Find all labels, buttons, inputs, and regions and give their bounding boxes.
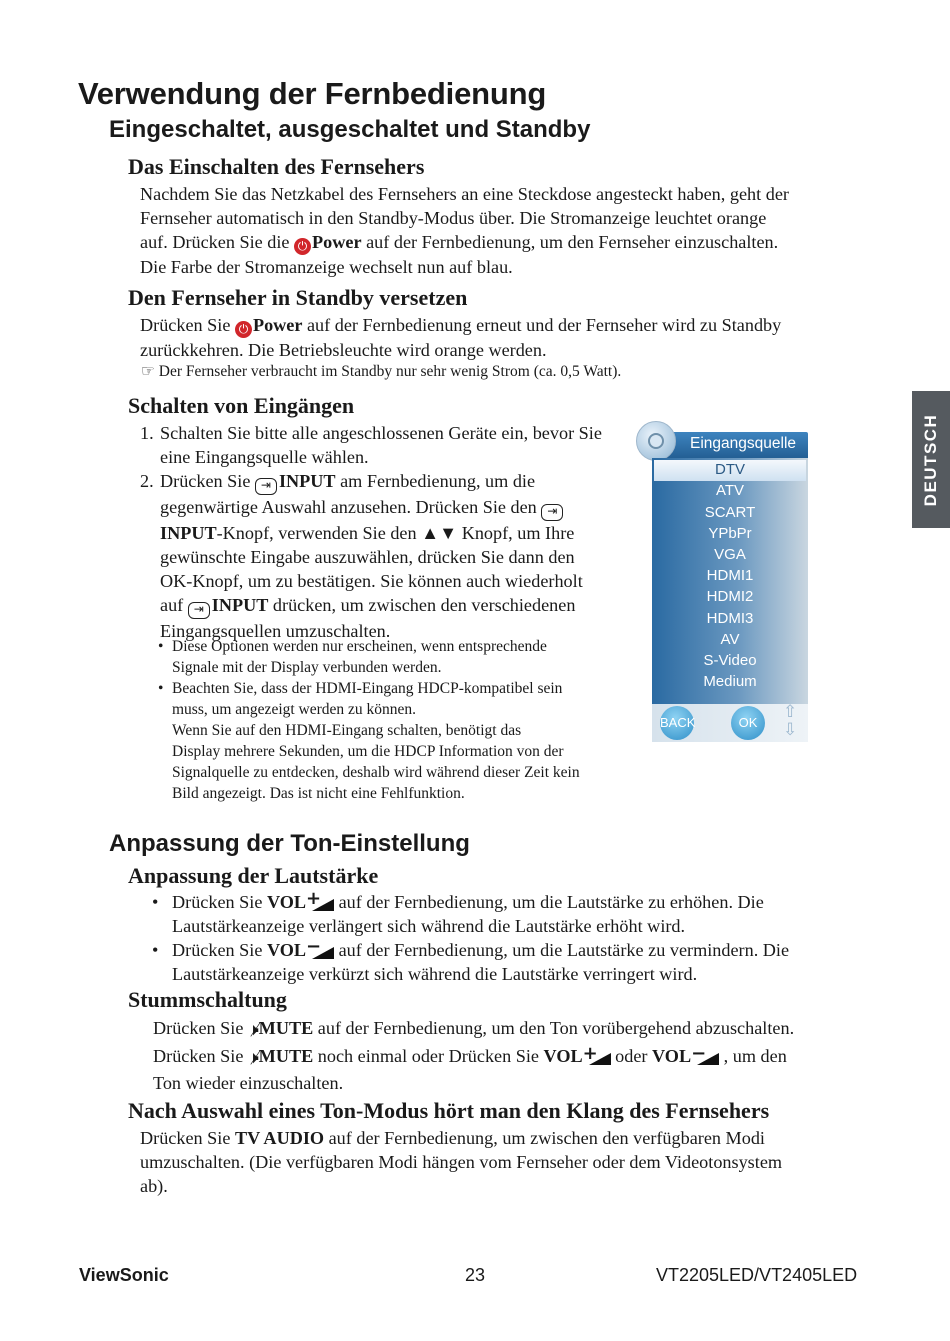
input-icon: ⇥ — [541, 504, 563, 521]
text-line: umzuschalten. (Die verfügbaren Modi hängen vom Fernseher oder dem Videotonsystem — [140, 1152, 783, 1172]
remote-knob-icon — [636, 421, 676, 461]
text-line: Drücken Sie ⏻ Power auf der Fernbedienung erneut und der Fernseher wird zu Standby — [140, 315, 782, 336]
page-title: Verwendung der Fernbedienung — [78, 76, 547, 111]
sound-mode-text — [140, 1126, 870, 1198]
text-line: Signale mit der Display verbunden werden. — [172, 659, 442, 676]
language-tab-label: DEUTSCH — [921, 413, 940, 506]
text-line: Schalten Sie bitte alle angeschlossenen Geräte ein, bevor Sie — [160, 423, 602, 443]
mute-icon: 🕨̸ — [247, 1020, 259, 1040]
text-line: muss, um angezeigt werden zu können. — [172, 701, 417, 718]
standby-note: ☞ Der Fernseher verbraucht im Standby nur sehr wenig Strom (ca. 0,5 Watt). — [141, 363, 622, 380]
volume-down-icon: − — [691, 1047, 719, 1065]
text-line: Bild angezeigt. Das ist nicht eine Fehlfunktion. — [172, 785, 465, 802]
mute-icon: 🕨̸ — [247, 1048, 259, 1068]
text-line: Wenn Sie auf den HDMI-Eingang schalten, benötigt das — [172, 722, 522, 739]
text-line: Display mehrere Sekunden, um die HDCP Information von der — [172, 743, 564, 760]
ok-button[interactable]: OK — [731, 706, 765, 740]
footer-model: VT2205LED/VT2405LED — [656, 1265, 858, 1285]
menu-item[interactable]: S-Video — [703, 652, 757, 669]
input-icon: ⇥ — [255, 478, 277, 495]
text-line: OK-Knopf, um zu bestätigen. Sie können auch wiederholt — [160, 571, 583, 591]
subheading-sound-mode: Nach Auswahl eines Ton-Modus hört man den Klang des Fernsehers — [128, 1098, 770, 1123]
bullet: • — [158, 680, 164, 697]
pointing-hand-icon: ☞ — [141, 363, 155, 380]
text-line: Signalquelle zu entdecken, deshalb wird während dieser Zeit kein — [172, 764, 580, 781]
text-line: gewünschte Eingabe auszuwählen, drücken Sie dann den — [160, 547, 575, 567]
page-number: 23 — [465, 1265, 486, 1285]
text-line: Lautstärkeanzeige verlängert sich während die Lautstärke erhöht wird. — [172, 916, 686, 936]
subheading-power-on: Das Einschalten des Fernsehers — [128, 154, 425, 179]
mute-text — [153, 1015, 873, 1095]
text-line: zurückkehren. Die Betriebsleuchte wird orange werden. — [140, 340, 547, 360]
text-line: ab). — [140, 1176, 168, 1196]
text-line: Drücken Sie VOL + auf der Fernbedienung, um die Lautstärke zu erhöhen. Die — [172, 888, 764, 912]
volume-up-icon: + — [306, 893, 334, 911]
text-line: Ton wieder einzuschalten. — [153, 1073, 344, 1093]
subheading-mute: Stummschaltung — [128, 987, 287, 1012]
text-line: Beachten Sie, dass der HDMI-Eingang HDCP-kompatibel sein — [172, 680, 563, 697]
arrow-down-icon[interactable]: ⇩ — [783, 720, 798, 740]
text-line: Drücken Sie VOL − auf der Fernbedienung, um die Lautstärke zu vermindern. Die — [172, 936, 790, 960]
menu-item[interactable]: DTV — [715, 461, 745, 478]
text-line: Drücken Sie ⇥ INPUT am Fernbedienung, um die — [160, 469, 660, 495]
menu-item[interactable]: VGA — [714, 546, 746, 563]
text-line: auf ⇥ INPUT drücken, um zwischen den verschiedenen — [160, 593, 660, 619]
section-heading-sound: Anpassung der Ton-Einstellung — [109, 830, 470, 857]
text-line: auf. Drücken Sie die ⏻ Power auf der Fernbedienung, um den Fernseher einzuschalten. — [140, 232, 779, 253]
text-line: Drücken Sie 🕨̸MUTE noch einmal oder Drücken Sie VOL + oder VOL − , um den — [153, 1043, 873, 1071]
subheading-inputs: Schalten von Eingängen — [128, 393, 355, 418]
menu-item[interactable]: HDMI1 — [706, 567, 754, 584]
input-source-menu — [636, 418, 810, 742]
input-icon: ⇥ — [188, 602, 210, 619]
section-heading-power: Eingeschaltet, ausgeschaltet und Standby — [109, 116, 591, 143]
text-line: Diese Optionen werden nur erscheinen, wenn entsprechende — [172, 638, 547, 655]
menu-item[interactable]: SCART — [704, 504, 756, 521]
menu-item[interactable]: HDMI2 — [706, 588, 754, 605]
menu-item[interactable]: YPbPr — [708, 525, 752, 542]
language-tab — [912, 391, 950, 528]
bullet: • — [158, 638, 164, 655]
step-number: 2. — [140, 471, 154, 491]
power-icon: ⏻ — [294, 238, 311, 255]
menu-title: Eingangsquelle — [690, 435, 797, 452]
text-line: Drücken Sie 🕨̸MUTE auf der Fernbedienung, um den Ton vorübergehend abzuschalten. — [153, 1015, 873, 1043]
step-number: 1. — [140, 423, 154, 443]
menu-item[interactable]: ATV — [715, 482, 745, 499]
subheading-standby: Den Fernseher in Standby versetzen — [128, 285, 468, 310]
footer-brand: ViewSonic — [79, 1265, 169, 1285]
subheading-volume: Anpassung der Lautstärke — [128, 863, 379, 888]
text-line: eine Eingangsquelle wählen. — [160, 447, 369, 467]
text-line: Lautstärkeanzeige verkürzt sich während die Lautstärke verringert wird. — [172, 964, 698, 984]
power-on-text — [140, 182, 870, 279]
bullet: • — [152, 940, 159, 960]
volume-down-icon: − — [306, 941, 334, 959]
menu-item[interactable]: AV — [720, 631, 740, 648]
bullet: • — [152, 892, 159, 912]
volume-up-icon: + — [583, 1047, 611, 1065]
text-line: Drücken Sie TV AUDIO auf der Fernbedienung, um zwischen den verfügbaren Modi — [140, 1128, 765, 1148]
standby-text — [140, 313, 870, 362]
arrow-up-icon[interactable]: ⇧ — [783, 702, 798, 722]
text-line: Fernseher automatisch in den Standby-Modus über. Die Stromanzeige leuchtet orange — [140, 208, 767, 228]
menu-item[interactable]: HDMI3 — [706, 610, 754, 627]
text-line: Eingangsquellen umzuschalten. — [160, 621, 391, 641]
text-line: Die Farbe der Stromanzeige wechselt nun auf blau. — [140, 257, 513, 277]
text-line: INPUT-Knopf, verwenden Sie den ▲▼ Knopf, um Ihre — [160, 523, 575, 543]
back-button[interactable]: BACK — [660, 706, 694, 740]
text-line: Nachdem Sie das Netzkabel des Fernsehers an eine Steckdose angesteckt haben, geht der — [140, 184, 789, 204]
power-icon: ⏻ — [235, 321, 252, 338]
text-line: gegenwärtige Auswahl anzusehen. Drücken Sie den ⇥ — [160, 495, 660, 521]
menu-item[interactable]: Medium — [703, 673, 757, 690]
